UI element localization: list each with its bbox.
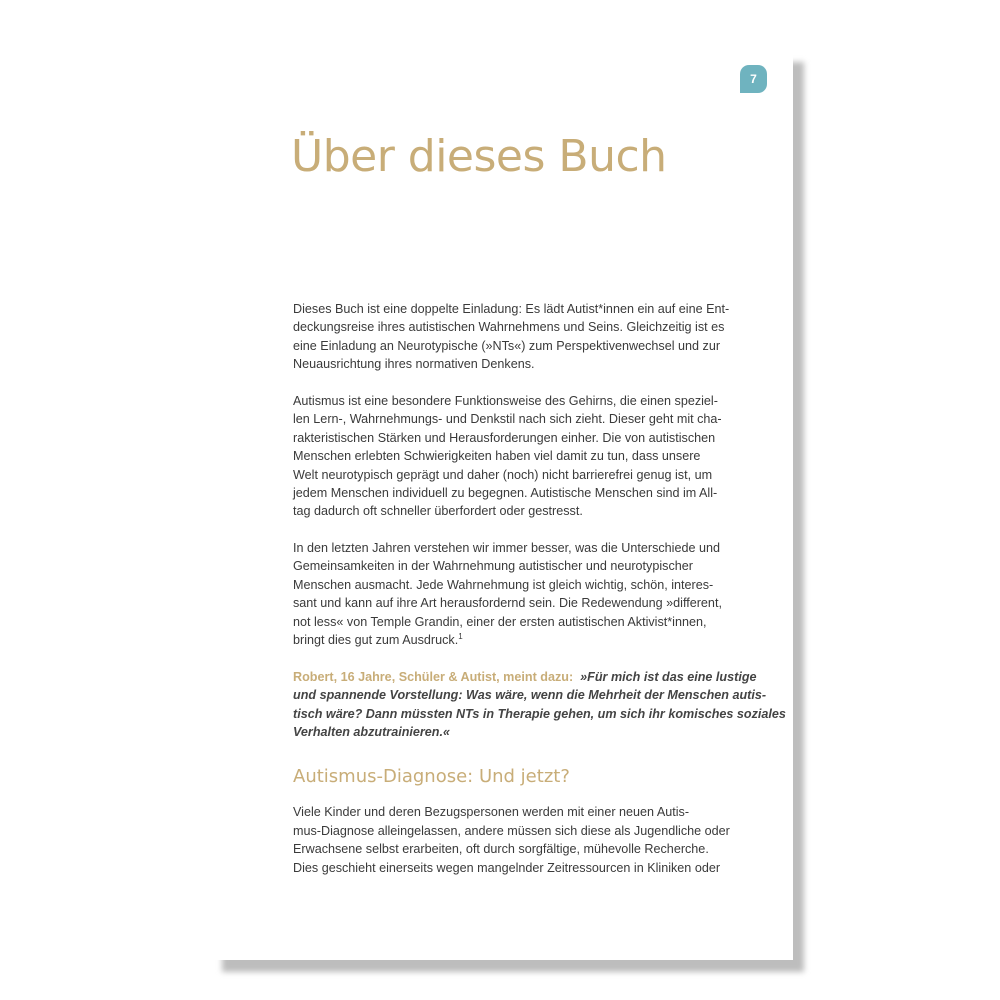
paragraph-2 xyxy=(293,392,748,521)
text-line: jedem Menschen individuell zu begegnen. Autistische Menschen sind im All- xyxy=(293,485,718,500)
book-page xyxy=(215,55,793,960)
text-line: mus-Diagnose alleingelassen, andere müssen sich diese als Jugendliche oder xyxy=(293,823,730,838)
text-line: not less« von Temple Grandin, einer der ersten autistischen Aktivist*innen, xyxy=(293,614,707,629)
text-line: Gemeinsamkeiten in der Wahrnehmung autistischer und neurotypischer xyxy=(293,559,693,574)
text-line: eine Einladung an Neurotypische (»NTs«) zum Perspektivenwechsel und zur xyxy=(293,338,721,353)
footnote-marker: 1 xyxy=(458,631,463,641)
text-line: tag dadurch oft schneller überfordert oder gestresst. xyxy=(293,504,583,519)
text-line: Menschen ausmacht. Jede Wahrnehmung ist gleich wichtig, schön, interes- xyxy=(293,577,714,592)
text-line: deckungsreise ihres autistischen Wahrnehmens und Seins. Gleichzeitig ist es xyxy=(293,320,725,335)
text-line: Welt neurotypisch geprägt und daher (noch) nicht barrierefrei genug ist, um xyxy=(293,467,713,482)
text-line: rakteristischen Stärken und Herausforderungen einher. Die von autistischen xyxy=(293,430,716,445)
quote-block xyxy=(293,668,786,742)
section-heading: Autismus-Diagnose: Und jetzt? xyxy=(293,766,570,788)
text-line-content: bringt dies gut zum Ausdruck. xyxy=(293,633,459,648)
text-line-last xyxy=(293,631,748,649)
paragraph-1 xyxy=(293,300,748,374)
page-title: Über dieses Buch xyxy=(291,131,667,182)
text-line: Erwachsene selbst erarbeiten, oft durch sorgfältige, mühevolle Recherche. xyxy=(293,842,709,857)
quote-speaker: Robert, 16 Jahre, Schüler & Autist, meint dazu: xyxy=(293,669,574,684)
section-paragraph xyxy=(293,803,748,877)
page-content xyxy=(293,300,786,895)
text-line: sant und kann auf ihre Art herausfordernd sein. Die Redewendung »different, xyxy=(293,596,722,611)
quote-line: und spannende Vorstellung: Was wäre, wenn die Mehrheit der Menschen autis- xyxy=(293,688,767,703)
text-line: Autismus ist eine besondere Funktionsweise des Gehirns, die einen speziel- xyxy=(293,393,718,408)
text-line: In den letzten Jahren verstehen wir immer besser, was die Unterschiede und xyxy=(293,541,721,556)
text-line: Viele Kinder und deren Bezugspersonen werden mit einer neuen Autis- xyxy=(293,805,690,820)
paragraph-3 xyxy=(293,539,748,649)
text-line: len Lern-, Wahrnehmungs- und Denkstil nach sich zieht. Dieser geht mit cha- xyxy=(293,412,722,427)
text-line: Menschen erlebten Schwierigkeiten haben viel damit zu tun, dass unsere xyxy=(293,449,701,464)
text-line: Neuausrichtung ihres normativen Denkens. xyxy=(293,357,535,372)
text-line: Dieses Buch ist eine doppelte Einladung: Es lädt Autist*innen ein auf eine Ent- xyxy=(293,302,730,316)
quote-line: Verhalten abzutrainieren.« xyxy=(293,724,451,739)
quote-line: tisch wäre? Dann müssten NTs in Therapie gehen, um sich ihr komisches soziales xyxy=(293,706,786,721)
page-number-badge: 7 xyxy=(740,65,767,93)
quote-text-start: »Für mich ist das eine lustige xyxy=(580,669,757,684)
text-line: Dies geschieht einerseits wegen mangelnder Zeitressourcen in Kliniken oder xyxy=(293,860,721,875)
quote-first-line xyxy=(293,668,757,686)
